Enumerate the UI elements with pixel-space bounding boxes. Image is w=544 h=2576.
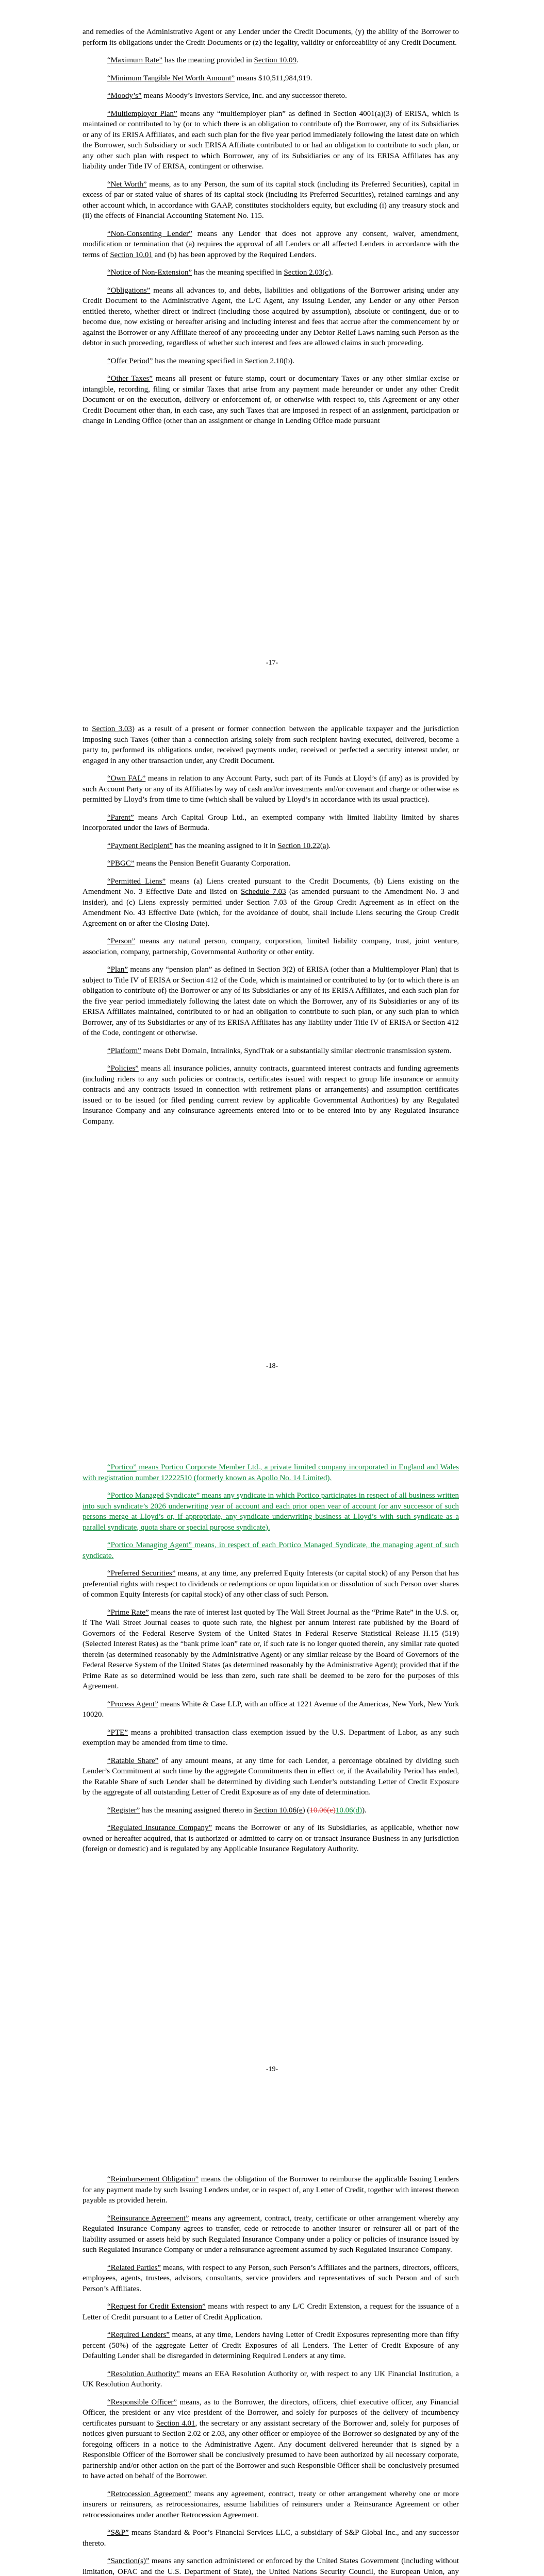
definition-pte: “PTE” means a prohibited transaction class exemption issued by the U.S. Department of Labor, as any such exemption may be amended from time to time. [83, 1728, 459, 1747]
definition-portico-managing-agent: “Portico Managing Agent” means, in respect of each Portico Managed Syndicate, the managing agent of such syndicate. [83, 1541, 459, 1560]
page-number: -17- [266, 659, 278, 667]
definition-obligations: “Obligations” means all advances to, and debts, liabilities and obligations of the Borrower arising under any Credit Document to the Administrative Agent, the L/C Agent, any Issuing Lender, any Lender or any other Person entitled thereto, whether direct or indirect (including those acquired by assumption), absolute or contingent, due or to become due, now existing or hereafter arising and including interest and fees that accrue after the commencement by or against the Borrower or any Affiliate thereof of any proceeding under any Debtor Relief Laws naming such Person as the debtor in such proceeding, regardless of whether such interest and fees are allowed claims in such proceeding. [83, 286, 459, 347]
definition-preferred-securities: “Preferred Securities” means, at any time, any preferred Equity Interests (or capital stock) of any Person that has preferential rights with respect to dividends or redemptions or upon liquidation or dissolution of such Person over shares of common Equity Interests (or capital stock) of any other class of such Person. [83, 1569, 459, 1599]
definition-platform: “Platform” means Debt Domain, Intralinks, SyndTrak or a substantially similar electronic transmission system. [107, 1046, 452, 1055]
page-18 [0, 703, 544, 1406]
definition-policies: “Policies” means all insurance policies, annuity contracts, guaranteed interest contracts and funding agreements (including riders to any such policies or contracts, certificates issued with respect to group life insurance or annuity contracts and any contracts issued in connection with retirement plans or arrangements) and assumption certificates issued or to be issued (or filed pending current review by applicable Governmental Authorities) by any Regulated Insurance Company and any coinsurance agreements entered into or to be entered into by any Regulated Insurance Company. [83, 1064, 459, 1126]
definition-related-parties: “Related Parties” means, with respect to any Person, such Person’s Affiliates and the partners, directors, officers, employees, agents, trustees, advisors, consultants, service providers and representatives of such Person and of such Person’s Affiliates. [83, 2263, 459, 2293]
definition-sp: “S&P” means Standard & Poor’s Financial Services LLC, a subsidiary of S&P Global Inc., and any successor thereto. [83, 2529, 459, 2548]
definition-other-taxes: “Other Taxes” means all present or future stamp, court or documentary Taxes or any other similar excise or intangible, recording, filing or similar Taxes that arise from any payment made hereunder or under any other Credit Document or on the execution, delivery or enforcement of, or otherwise with respect to, this Agreement or any other Credit Document other than, in each case, any such Taxes that are imposed in respect of an assignment, participation or change in Lending Office (other than an assignment or change in Lending Office made pursuant [83, 375, 459, 425]
definition-ratable-share: “Ratable Share” of any amount means, at any time for each Lender, a percentage obtained by dividing such Lender’s Commitment at such time by the aggregate Commitments then in effect or, if the Availability Period has ended, the Ratable Share of such Lender shall be determined by dividing such Lender’s outstanding Letter of Credit Exposure by the aggregate of all outstanding Letter of Credit Exposure as of any date of determination. [83, 1756, 459, 1797]
definition-maximum-rate: “Maximum Rate” has the meaning provided in Section 10.09. [107, 56, 299, 64]
definition-responsible-officer: “Responsible Officer” means, as to the Borrower, the directors, officers, chief executive officer, any Financial Officer, the president or any vice president of the Borrower, and solely for purposes of the delivery of incumbency certificates pursuant to Section 4.01, the secretary or any assistant secretary of the Borrower and, solely for purposes of notices given pursuant to Section 2.02 or 2.03, any other officer or employee of the Borrower so designated by any of the foregoing officers in a notice to the Administrative Agent. Any document delivered hereunder that is signed by a Responsible Officer of the Borrower shall be conclusively presumed to have been authorized by all necessary corporate, partnership and/or other action on the part of the Borrower and such Responsible Officer shall be conclusively presumed to have acted on behalf of the Borrower. [83, 2398, 459, 2480]
definition-sanctions: “Sanction(s)” means any sanction administered or enforced by the United States Government (including without limitation, OFAC and the U.S. Department of State), the United Nations Security Council, the European Union, any [83, 2557, 459, 2576]
definition-reinsurance-agreement: “Reinsurance Agreement” means any agreement, contract, treaty, certificate or other arrangement whereby any Regulated Insurance Company agrees to transfer, cede or retrocede to another insurer or reinsurer all or part of the liability assumed or assets held by such Regulated Insurance Company under a policy or policies of insurance issued by such Regulated Insurance Company or under a reinsurance agreement assumed by such Regulated Insurance Company. [83, 2214, 459, 2254]
definition-request-for-credit-extension: “Request for Credit Extension” means with respect to any L/C Credit Extension, a request for the issuance of a Letter of Credit pursuant to a Letter of Credit Application. [83, 2302, 459, 2321]
definition-permitted-liens: “Permitted Liens” means (a) Liens created pursuant to the Credit Documents, (b) Liens existing on the Amendment No. 3 Effective Date and listed on Schedule 7.03 (as amended pursuant to the Amendment No. 3 and insider), and (c) Liens expressly permitted under Section 7.03 of the Group Credit Agreement as in effect on the Amendment No. 43 Effective Date (which, for the avoidance of doubt, shall include Liens securing the Group Credit Agreement on or after the Closing Date). [83, 877, 459, 928]
definition-own-fal: “Own FAL” means in relation to any Account Party, such part of its Funds at Lloyd’s (if any) as is provided by such Account Party or any of its Affiliates by way of cash and/or investments and/or covenant and charge or otherwise as permitted by Lloyd’s from time to time (which shall be valued by Lloyd’s in accordance with its usual practice). [83, 774, 459, 804]
definition-payment-recipient: “Payment Recipient” has the meaning assigned to it in Section 10.22(a). [107, 841, 331, 850]
page-20-body [83, 2174, 459, 2576]
definition-pbgc: “PBGC” means the Pension Benefit Guaranty Corporation. [107, 859, 291, 868]
definition-required-lenders: “Required Lenders” means, at any time, Lenders having Letter of Credit Exposures representing more than fifty percent (50%) of the aggregate Letter of Credit Exposures of all Lenders. The Letter of Credit Exposure of any Defaulting Lender shall be disregarded in determining Required Lenders at any time. [83, 2331, 459, 2360]
definition-offer-period: “Offer Period” has the meaning specified in Section 2.10(b). [107, 357, 294, 365]
definition-process-agent: “Process Agent” means White & Case LLP, with an office at 1221 Avenue of the Americas, New York, New York 10020. [83, 1700, 459, 1719]
definition-minimum-tangible-net-worth: “Minimum Tangible Net Worth Amount” means $10,511,984,919. [107, 74, 312, 82]
paragraph: and remedies of the Administrative Agent or any Lender under the Credit Documents, (y) the ability of the Borrower to perform its obligations under the Credit Documents or (z) the legality, validity or enforceability of any Credit Document. [83, 28, 459, 47]
definition-resolution-authority: “Resolution Authority” means an EEA Resolution Authority or, with respect to any UK Financial Institution, a UK Resolution Authority. [83, 2369, 459, 2388]
definition-portico-managed-syndicate: “Portico Managed Syndicate” means any syndicate in which Portico participates in respect of all business written into such syndicate’s 2026 underwriting year of account and each prior open year of account (or any successor of such persons merge at Lloyd’s or, if appropriate, any syndicate underwriting business at Lloyd’s with such syndicate as a parallel syndicate, quota share or special purpose syndicate). [83, 1492, 459, 1532]
definition-non-consenting-lender: “Non-Consenting Lender” means any Lender that does not approve any consent, waiver, amendment, modification or termination that (a) requires the approval of all Lenders or all affected Lenders in accordance with the terms of Section 10.01 and (b) has been approved by the Required Lenders. [83, 229, 459, 259]
definition-parent: “Parent” means Arch Capital Group Ltd., an exempted company with limited liability limited by shares incorporated under the laws of Bermuda. [83, 813, 459, 832]
definition-moodys: “Moody’s” means Moody’s Investors Service, Inc. and any successor thereto. [107, 92, 347, 100]
definition-portico: “Portico” means Portico Corporate Member Ltd., a private limited company incorporated in England and Wales with registration number 12222510 (formerly known as Apollo No. 14 Limited). [83, 1463, 459, 1482]
page-18-body [83, 724, 459, 1134]
page-number: -18- [266, 1362, 278, 1370]
page-20 [0, 2110, 544, 2576]
page-19 [0, 1406, 544, 2110]
page-19-body [83, 1462, 459, 1862]
definition-notice-of-non-extension: “Notice of Non-Extension” has the meaning specified in Section 2.03(c). [107, 268, 333, 277]
paragraph: to Section 3.03) as a result of a present or former connection between the applicable taxpayer and the jurisdiction imposing such Taxes (other than a connection arising solely from such recipient having executed, delivered, become a party to, performed its obligations under, received payments under, received or perfected a security interest under, or engaged in any other transaction under, any Credit Document. [83, 725, 459, 765]
page-number: -19- [266, 2065, 278, 2073]
definition-register: “Register” has the meaning assigned thereto in Section 10.06(e) (10.06(e)10.06(d)). [107, 1806, 367, 1815]
definition-prime-rate: “Prime Rate” means the rate of interest last quoted by The Wall Street Journal as the “Prime Rate” in the U.S. or, if The Wall Street Journal ceases to quote such rate, the highest per annum interest rate published by the Board of Governors of the Federal Reserve System of the United States in Federal Reserve Statistical Release H.15 (519) (Selected Interest Rates) as the “bank prime loan” rate or, if such rate is no longer quoted therein, any similar rate quoted therein (as determined reasonably by the Administrative Agent) or any similar release by the Board of Governors of the Federal Reserve System of the United States (as determined reasonably by the Administrative Agent); provided that if the Prime Rate as so determined would be less than zero, such rate shall be deemed to be zero for the purposes of this Agreement. [83, 1608, 459, 1690]
definition-person: “Person” means any natural person, company, corporation, limited liability company, trust, joint venture, association, company, partnership, Governmental Authority or other entity. [83, 937, 459, 956]
definition-net-worth: “Net Worth” means, as to any Person, the sum of its capital stock (including its Preferred Securities), capital in excess of par or stated value of shares of its capital stock (including its Preferred Securities), retained earnings and any other account which, in accordance with GAAP, constitutes stockholders equity, but excluding (i) any treasury stock and (ii) the effects of Financial Accounting Statement No. 115. [83, 180, 459, 220]
page-17 [0, 0, 544, 703]
page-17-body [83, 27, 459, 434]
definition-retrocession-agreement: “Retrocession Agreement” means any agreement, contract, treaty or other arrangement whereby one or more insurers or reinsurers, as retrocessionaires, assume liabilities of reinsurers under a Reinsurance Agreement or other retrocessionaires under another Retrocession Agreement. [83, 2489, 459, 2519]
definition-reimbursement-obligation: “Reimbursement Obligation” means the obligation of the Borrower to reimburse the applicable Issuing Lenders for any payment made by such Issuing Lenders under, or in respect of, any Letter of Credit, together with interest thereon payable as provided herein. [83, 2175, 459, 2205]
definition-multiemployer-plan: “Multiemployer Plan” means any “multiemployer plan” as defined in Section 4001(a)(3) of ERISA, which is maintained or contributed to by (or to which there is an obligation to contribute of) the Borrower, any of its Subsidiaries or any of its ERISA Affiliates, and each such plan for the five year period immediately following the latest date on which the Borrower, such Subsidiary or such ERISA Affiliate contributed to or had an obligation to contribute to such plan, or any other such plan with respect to which Borrower, any of its Subsidiaries or any of its ERISA Affiliates has any liability under Title IV of ERISA, contingent or otherwise. [83, 109, 459, 171]
definition-plan: “Plan” means any “pension plan” as defined in Section 3(2) of ERISA (other than a Multiemployer Plan) that is subject to Title IV of ERISA or Section 412 of the Code, which is maintained or contributed to by (or to which there is an obligation to contribute of) the Borrower or any of its Subsidiaries or any of its ERISA Affiliates, and each such plan for the five year period immediately following the latest date on which the Borrower, any of its Subsidiaries or any of its ERISA Affiliates maintained, contributed to or had an obligation to contribute to such plan, or any such plan to which Borrower, any of its Subsidiaries or any of its ERISA Affiliates has any liability under Title IV of ERISA or Section 412 of the Code, contingent or otherwise. [83, 965, 459, 1037]
definition-regulated-insurance-company: “Regulated Insurance Company” means the Borrower or any of its Subsidiaries, as applicable, whether now owned or hereafter acquired, that is authorized or admitted to carry on or transact Insurance Business in any jurisdiction (foreign or domestic) and is regulated by any Applicable Insurance Regulatory Authority. [83, 1824, 459, 1853]
